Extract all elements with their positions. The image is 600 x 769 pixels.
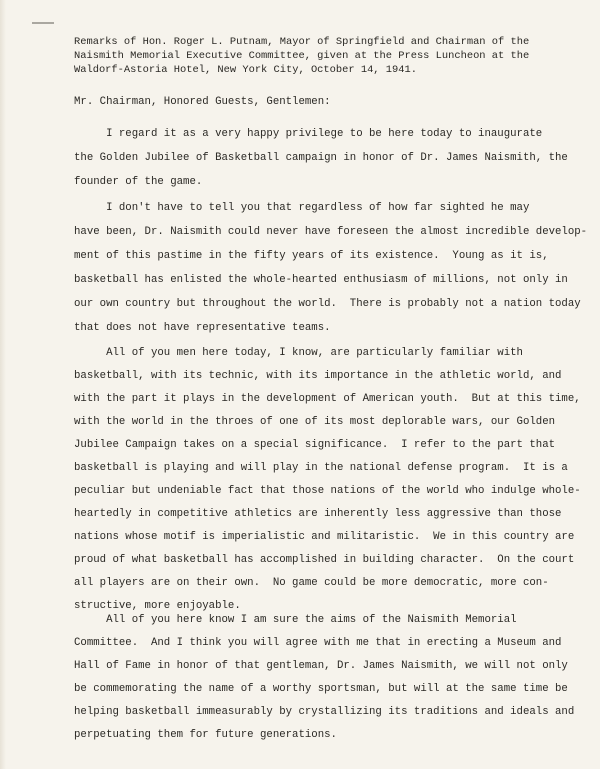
body-line: founder of the game.	[74, 176, 203, 188]
body-line: heartedly in competitive athletics are inherently less aggressive than those	[74, 508, 562, 520]
body-line: the Golden Jubilee of Basketball campaign in honor of Dr. James Naismith, the	[74, 152, 568, 164]
body-line: ment of this pastime in the fifty years of its existence. Young as it is,	[74, 250, 549, 262]
body-line: perpetuating them for future generations.	[74, 729, 337, 741]
body-line: I don't have to tell you that regardless of how far sighted he may	[74, 202, 530, 214]
body-line: have been, Dr. Naismith could never have foreseen the almost incredible develop-	[74, 226, 588, 238]
body-line: helping basketball immeasurably by crystallizing its traditions and ideals and	[74, 706, 575, 718]
body-line: proud of what basketball has accomplished in building character. On the court	[74, 554, 575, 566]
header-line: Remarks of Hon. Roger L. Putnam, Mayor of Springfield and Chairman of the	[74, 36, 530, 48]
body-line: I regard it as a very happy privilege to be here today to inaugurate	[74, 128, 543, 140]
header-line: Waldorf-Astoria Hotel, New York City, October 14, 1941.	[74, 64, 417, 76]
body-line: Jubilee Campaign takes on a special significance. I refer to the part that	[74, 439, 556, 451]
salutation: Mr. Chairman, Honored Guests, Gentlemen:	[74, 96, 331, 108]
body-line: basketball, with its technic, with its importance in the athletic world, and	[74, 370, 562, 382]
paragraph-1	[74, 128, 568, 198]
body-line: basketball has enlisted the whole-hearted enthusiasm of millions, not only in	[74, 274, 568, 286]
paragraph-2	[74, 202, 588, 342]
page-edge-shadow	[0, 0, 6, 769]
body-line: nations whose motif is imperialistic and militaristic. We in this country are	[74, 531, 575, 543]
paragraph-4	[74, 614, 575, 754]
body-line: that does not have representative teams.	[74, 322, 331, 334]
document-header	[74, 36, 534, 80]
body-line: with the world in the throes of one of its most deplorable wars, our Golden	[74, 416, 556, 428]
body-line: be commemorating the name of a worthy sportsman, but will at the same time be	[74, 683, 568, 695]
salutation-block	[74, 96, 534, 112]
header-line: Naismith Memorial Executive Committee, given at the Press Luncheon at the	[74, 50, 530, 62]
body-line: All of you here know I am sure the aims of the Naismith Memorial	[74, 614, 517, 626]
body-line: all players are on their own. No game could be more democratic, more con-	[74, 577, 549, 589]
paragraph-3	[74, 347, 581, 627]
body-line: with the part it plays in the development of American youth. But at this time,	[74, 393, 581, 405]
body-line: basketball is playing and will play in the national defense program. It is a	[74, 462, 568, 474]
body-line: structive, more enjoyable.	[74, 600, 241, 612]
body-line: Committee. And I think you will agree with me that in erecting a Museum and	[74, 637, 562, 649]
pencil-mark	[32, 22, 54, 24]
body-line: peculiar but undeniable fact that those nations of the world who indulge whole-	[74, 485, 581, 497]
body-line: our own country but throughout the world. There is probably not a nation today	[74, 298, 581, 310]
body-line: Hall of Fame in honor of that gentleman, Dr. James Naismith, we will not only	[74, 660, 568, 672]
body-line: All of you men here today, I know, are particularly familiar with	[74, 347, 523, 359]
